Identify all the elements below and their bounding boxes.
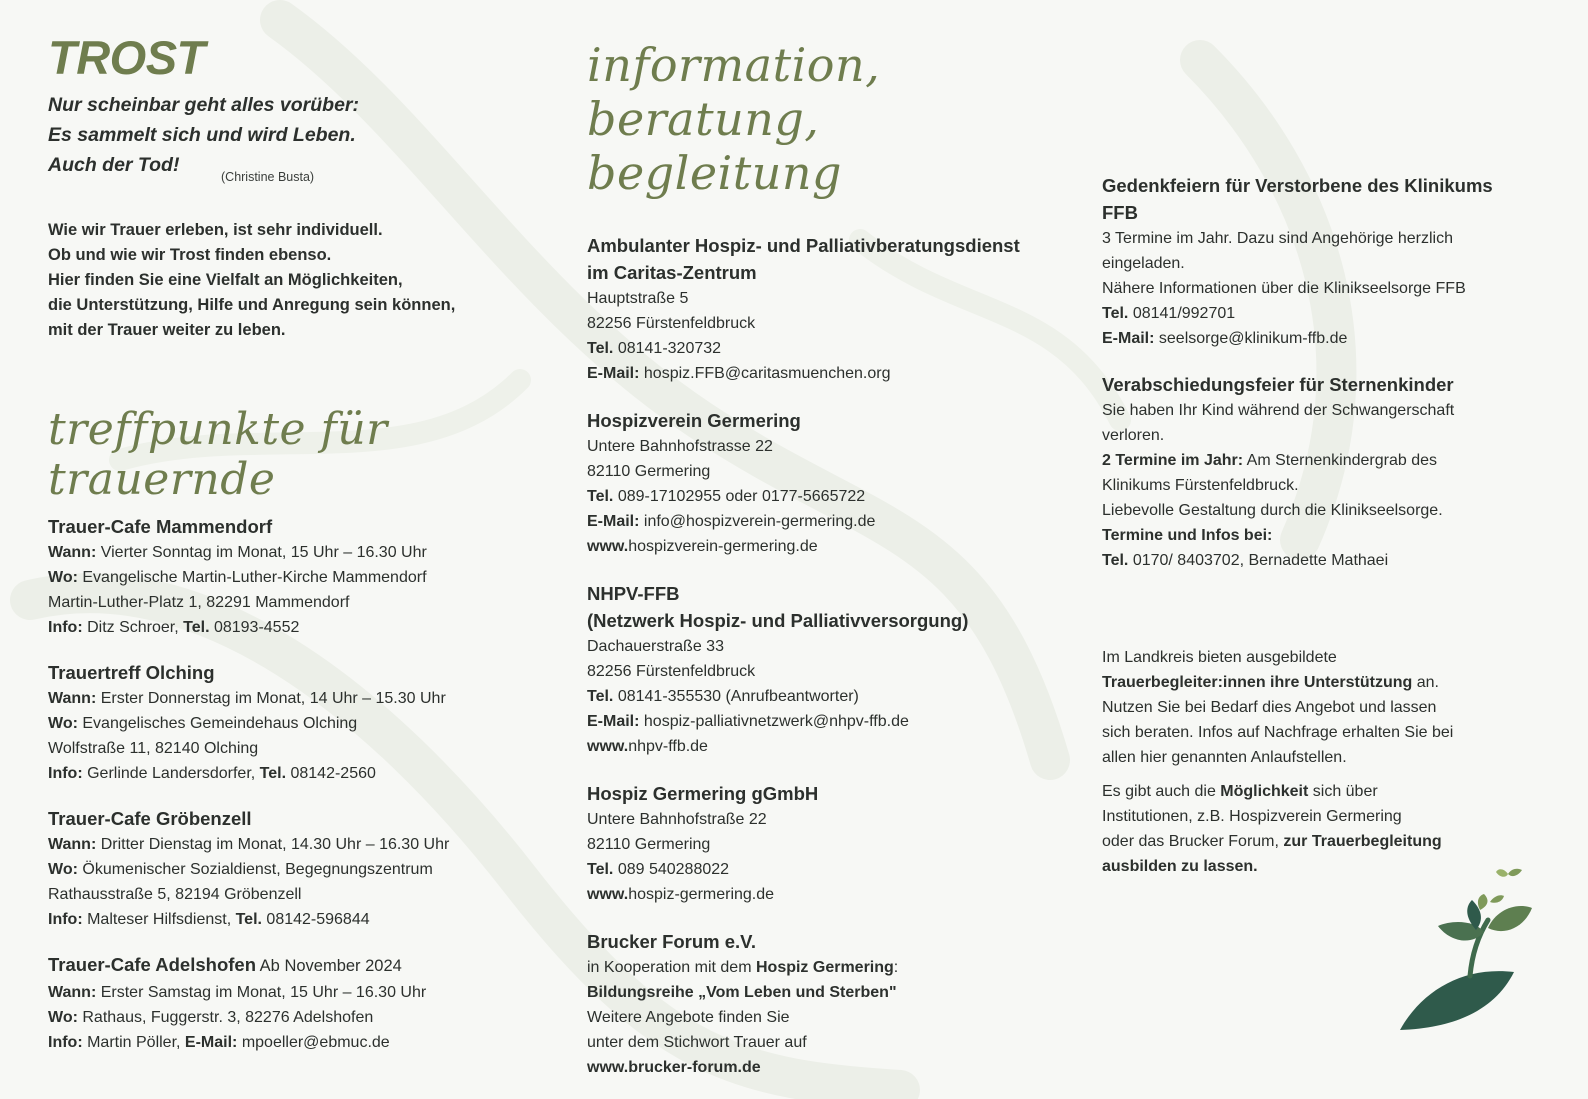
block-text: 3 Termine im Jahr. Dazu sind Angehörige herzlich bbox=[1102, 230, 1453, 247]
group-info: Info: Gerlinde Landersdorfer, Tel. 08142-2560 bbox=[48, 765, 376, 782]
org-city: 82256 Fürstenfeldbruck bbox=[587, 315, 756, 332]
block-phone: Tel. 0170/ 8403702, Bernadette Mathaei bbox=[1102, 552, 1389, 569]
group-info: Info: Malteser Hilfsdienst, Tel. 08142-596844 bbox=[48, 911, 370, 928]
column-trost bbox=[48, 30, 538, 1055]
org-website: www.hospizverein-germering.de bbox=[587, 538, 818, 555]
note-line: sich beraten. Infos auf Nachfrage erhalten Sie bei bbox=[1102, 724, 1454, 741]
block-text: verloren. bbox=[1102, 427, 1165, 444]
group-where: Wo: Evangelische Martin-Luther-Kirche Mammendorf bbox=[48, 569, 427, 586]
block-title: FFB bbox=[1102, 202, 1138, 223]
intro-line: mit der Trauer weiter zu leben. bbox=[48, 321, 286, 339]
org-phone: Tel. 089-17102955 oder 0177-5665722 bbox=[587, 488, 866, 505]
note-line: Trauerbegleiter:innen ihre Unterstützung an. bbox=[1102, 674, 1439, 691]
org-city: 82110 Germering bbox=[587, 463, 711, 480]
org-text: unter dem Stichwort Trauer auf bbox=[587, 1034, 807, 1051]
org-phone: Tel. 08141-320732 bbox=[587, 340, 722, 357]
org-caritas bbox=[587, 232, 1077, 386]
org-title: Ambulanter Hospiz- und Palliativberatungsdienst bbox=[587, 235, 1020, 256]
group-mammendorf bbox=[48, 513, 538, 640]
block-sternenkinder bbox=[1102, 371, 1557, 573]
group-olching bbox=[48, 659, 538, 786]
group-title: Trauer-Cafe Adelshofen Ab November 2024 bbox=[48, 954, 402, 975]
org-email: E-Mail: hospiz-palliativnetzwerk@nhpv-ffb.de bbox=[587, 713, 909, 730]
org-nhpv bbox=[587, 580, 1077, 759]
note-line: Es gibt auch die Möglichkeit sich über bbox=[1102, 783, 1378, 800]
intro-line: Ob und wie wir Trost finden ebenso. bbox=[48, 246, 332, 264]
org-brucker-forum bbox=[587, 928, 1077, 1080]
group-title: Trauer-Cafe Gröbenzell bbox=[48, 808, 252, 829]
org-website: www.brucker-forum.de bbox=[587, 1059, 761, 1076]
intro-text bbox=[48, 218, 538, 343]
group-groebenzell bbox=[48, 805, 538, 932]
group-where: Wo: Rathaus, Fuggerstr. 3, 82276 Adelshofen bbox=[48, 1009, 374, 1026]
org-title: Hospizverein Germering bbox=[587, 410, 801, 431]
group-title-note: Ab November 2024 bbox=[256, 957, 402, 975]
note-line: allen hier genannten Anlaufstellen. bbox=[1102, 749, 1347, 766]
org-title: im Caritas-Zentrum bbox=[587, 262, 757, 283]
block-text: eingeladen. bbox=[1102, 255, 1185, 272]
quote-line: Auch der Tod! bbox=[48, 154, 180, 176]
plant-sprout-icon bbox=[1392, 858, 1552, 1038]
block-title: Verabschiedungsfeier für Sternenkinder bbox=[1102, 374, 1454, 395]
note-trauerbegleiter bbox=[1102, 645, 1557, 770]
group-info: Info: Martin Pöller, E-Mail: mpoeller@ebmuc.de bbox=[48, 1034, 390, 1051]
block-text: Sie haben Ihr Kind während der Schwangerschaft bbox=[1102, 402, 1455, 419]
note-line: Im Landkreis bieten ausgebildete bbox=[1102, 649, 1337, 666]
block-gedenkfeiern bbox=[1102, 172, 1557, 351]
block-text: Liebevolle Gestaltung durch die Klinikseelsorge. bbox=[1102, 502, 1443, 519]
org-title: Brucker Forum e.V. bbox=[587, 931, 756, 952]
org-street: Untere Bahnhofstraße 22 bbox=[587, 811, 767, 828]
org-city: 82110 Germering bbox=[587, 836, 711, 853]
column-information bbox=[587, 38, 1077, 1080]
org-street: Untere Bahnhofstrasse 22 bbox=[587, 438, 773, 455]
group-when: Wann: Dritter Dienstag im Monat, 14.30 Uhr – 16.30 Uhr bbox=[48, 836, 450, 853]
block-text: Nähere Informationen über die Klinikseelsorge FFB bbox=[1102, 280, 1466, 297]
note-line: Nutzen Sie bei Bedarf dies Angebot und lassen bbox=[1102, 699, 1437, 716]
org-hospiz-germering bbox=[587, 780, 1077, 907]
org-title: (Netzwerk Hospiz- und Palliativversorgung) bbox=[587, 610, 969, 631]
quote bbox=[48, 90, 538, 180]
org-street: Dachauerstraße 33 bbox=[587, 638, 724, 655]
group-title: Trauer-Cafe Mammendorf bbox=[48, 516, 273, 537]
trost-title: TROST bbox=[48, 31, 205, 84]
org-series: Bildungsreihe „Vom Leben und Sterben" bbox=[587, 984, 897, 1001]
block-email: E-Mail: seelsorge@klinikum-ffb.de bbox=[1102, 330, 1348, 347]
group-when: Wann: Vierter Sonntag im Monat, 15 Uhr – 16.30 Uhr bbox=[48, 544, 427, 561]
note-line: Institutionen, z.B. Hospizverein Germering bbox=[1102, 808, 1402, 825]
block-text: Klinikums Fürstenfeldbruck. bbox=[1102, 477, 1299, 494]
intro-line: Wie wir Trauer erleben, ist sehr individuell. bbox=[48, 221, 383, 239]
org-text: Weitere Angebote finden Sie bbox=[587, 1009, 790, 1026]
org-phone: Tel. 089 540288022 bbox=[587, 861, 730, 878]
org-email: E-Mail: info@hospizverein-germering.de bbox=[587, 513, 876, 530]
treffpunkte-heading: treffpunkte für trauernde bbox=[48, 404, 388, 505]
org-phone: Tel. 08141-355530 (Anrufbeantworter) bbox=[587, 688, 859, 705]
information-heading-line1: information, beratung, bbox=[587, 38, 881, 146]
group-address: Rathausstraße 5, 82194 Gröbenzell bbox=[48, 886, 302, 903]
org-email: E-Mail: hospiz.FFB@caritasmuenchen.org bbox=[587, 365, 891, 382]
org-website: www.hospiz-germering.de bbox=[587, 886, 775, 903]
group-address: Martin-Luther-Platz 1, 82291 Mammendorf bbox=[48, 594, 350, 611]
org-title: Hospiz Germering gGmbH bbox=[587, 783, 819, 804]
block-text: Termine und Infos bei: bbox=[1102, 527, 1273, 544]
org-hospizverein bbox=[587, 407, 1077, 559]
org-title: NHPV-FFB bbox=[587, 583, 680, 604]
intro-line: Hier finden Sie eine Vielfalt an Möglichkeiten, bbox=[48, 271, 403, 289]
intro-line: die Unterstützung, Hilfe und Anregung sein können, bbox=[48, 296, 456, 314]
quote-author: (Christine Busta) bbox=[221, 170, 315, 184]
information-heading-line2: begleitung bbox=[587, 146, 842, 200]
quote-line: Es sammelt sich und wird Leben. bbox=[48, 124, 356, 146]
block-phone: Tel. 08141/992701 bbox=[1102, 305, 1236, 322]
group-when: Wann: Erster Samstag im Monat, 15 Uhr – 16.30 Uhr bbox=[48, 984, 427, 1001]
org-cooperation: in Kooperation mit dem Hospiz Germering: bbox=[587, 959, 899, 976]
org-city: 82256 Fürstenfeldbruck bbox=[587, 663, 756, 680]
column-gedenk bbox=[1102, 172, 1557, 879]
org-street: Hauptstraße 5 bbox=[587, 290, 689, 307]
block-title: Gedenkfeiern für Verstorbene des Klinikums bbox=[1102, 175, 1493, 196]
note-line: ausbilden zu lassen. bbox=[1102, 858, 1258, 875]
group-when: Wann: Erster Donnerstag im Monat, 14 Uhr – 15.30 Uhr bbox=[48, 690, 446, 707]
group-where: Wo: Ökumenischer Sozialdienst, Begegnungszentrum bbox=[48, 861, 433, 878]
group-adelshofen bbox=[48, 951, 538, 1055]
block-text: 2 Termine im Jahr: Am Sternenkindergrab des bbox=[1102, 452, 1437, 469]
group-where: Wo: Evangelisches Gemeindehaus Olching bbox=[48, 715, 358, 732]
note-line: oder das Brucker Forum, zur Trauerbegleitung bbox=[1102, 833, 1442, 850]
quote-line: Nur scheinbar geht alles vorüber: bbox=[48, 94, 360, 116]
org-website: www.nhpv-ffb.de bbox=[587, 738, 708, 755]
group-title: Trauertreff Olching bbox=[48, 662, 215, 683]
group-address: Wolfstraße 11, 82140 Olching bbox=[48, 740, 259, 757]
group-info: Info: Ditz Schroer, Tel. 08193-4552 bbox=[48, 619, 300, 636]
